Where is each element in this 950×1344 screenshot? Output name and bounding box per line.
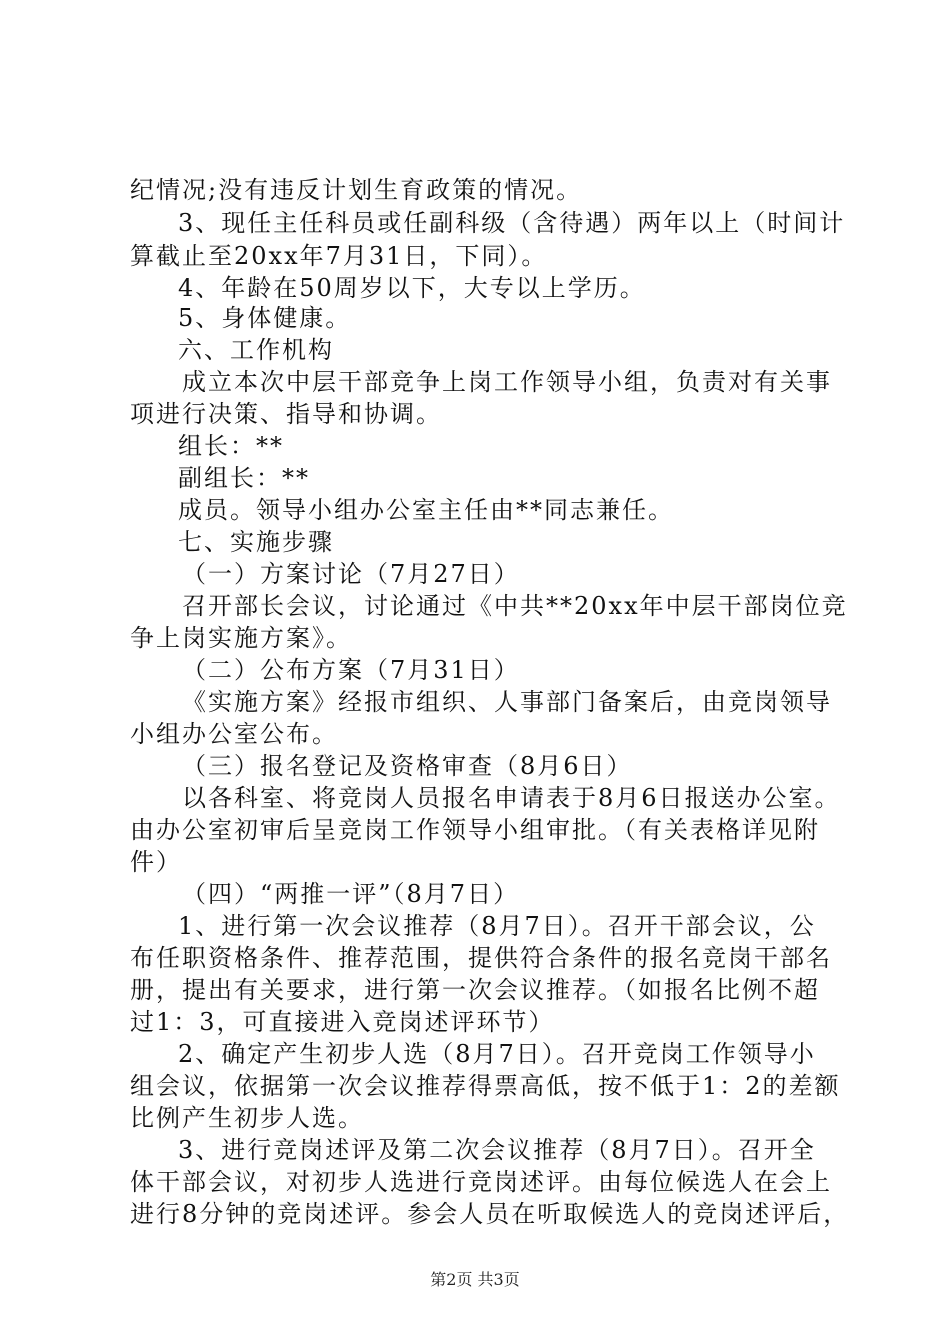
text-line: 2、确定产生初步人选（8月7日）。召开竞岗工作领导小 (178, 1040, 816, 1068)
text-line: 《实施方案》经报市组织、人事部门备案后，由竞岗领导 (182, 688, 832, 716)
text-line: 体干部会议，对初步人选进行竞岗述评。由每位候选人在会上 (130, 1168, 832, 1196)
text-line: 小组办公室公布。 (130, 720, 338, 748)
text-line: 比例产生初步人选。 (130, 1104, 364, 1132)
text-line: 由办公室初审后呈竞岗工作领导小组审批。（有关表格详见附 (130, 816, 820, 844)
text-line: 组长：** (178, 432, 284, 460)
text-line: 过1：3，可直接进入竞岗述评环节） (130, 1008, 555, 1036)
text-line: 1、进行第一次会议推荐（8月7日）。召开干部会议，公 (178, 912, 816, 940)
text-line: 争上岗实施方案》。 (130, 624, 352, 652)
text-line: 召开部长会议，讨论通过《中共**20xx年中层干部岗位竞 (182, 592, 848, 620)
text-line: 以各科室、将竞岗人员报名申请表于8月6日报送办公室。 (182, 784, 841, 812)
text-line: 组会议，依据第一次会议推荐得票高低，按不低于1：2的差额 (130, 1072, 841, 1100)
text-line: 纪情况;没有违反计划生育政策的情况。 (130, 176, 583, 204)
subsection-heading: （三）报名登记及资格审查（8月6日） (182, 752, 633, 780)
text-line: 5、身体健康。 (178, 304, 352, 332)
page-number-footer: 第2页 共3页 (430, 1270, 520, 1289)
text-line: 册，提出有关要求，进行第一次会议推荐。（如报名比例不超 (130, 976, 820, 1004)
text-line: 布任职资格条件、推荐范围，提供符合条件的报名竞岗干部名 (130, 944, 832, 972)
subsection-heading: （一）方案讨论（7月27日） (182, 560, 520, 588)
subsection-heading: （二）公布方案（7月31日） (182, 656, 520, 684)
text-line: 成员。领导小组办公室主任由**同志兼任。 (178, 496, 674, 524)
section-heading: 七、实施步骤 (178, 528, 334, 556)
text-line: 4、年龄在50周岁以下，大专以上学历。 (178, 274, 646, 302)
text-line: 成立本次中层干部竞争上岗工作领导小组，负责对有关事 (182, 368, 832, 396)
text-line: 算截止至20xx年7月31日，下同）。 (130, 242, 548, 270)
text-line: 进行8分钟的竞岗述评。参会人员在听取候选人的竞岗述评后， (130, 1200, 850, 1228)
text-line: 项进行决策、指导和协调。 (130, 400, 442, 428)
text-line: 3、现任主任科员或任副科级（含待遇）两年以上（时间计 (178, 209, 846, 237)
text-line: 副组长：** (178, 464, 310, 492)
subsection-heading: （四）“两推一评”（8月7日） (182, 880, 520, 908)
text-line: 3、进行竞岗述评及第二次会议推荐（8月7日）。召开全 (178, 1136, 816, 1164)
text-line: 件） (130, 848, 182, 876)
section-heading: 六、工作机构 (178, 336, 334, 364)
